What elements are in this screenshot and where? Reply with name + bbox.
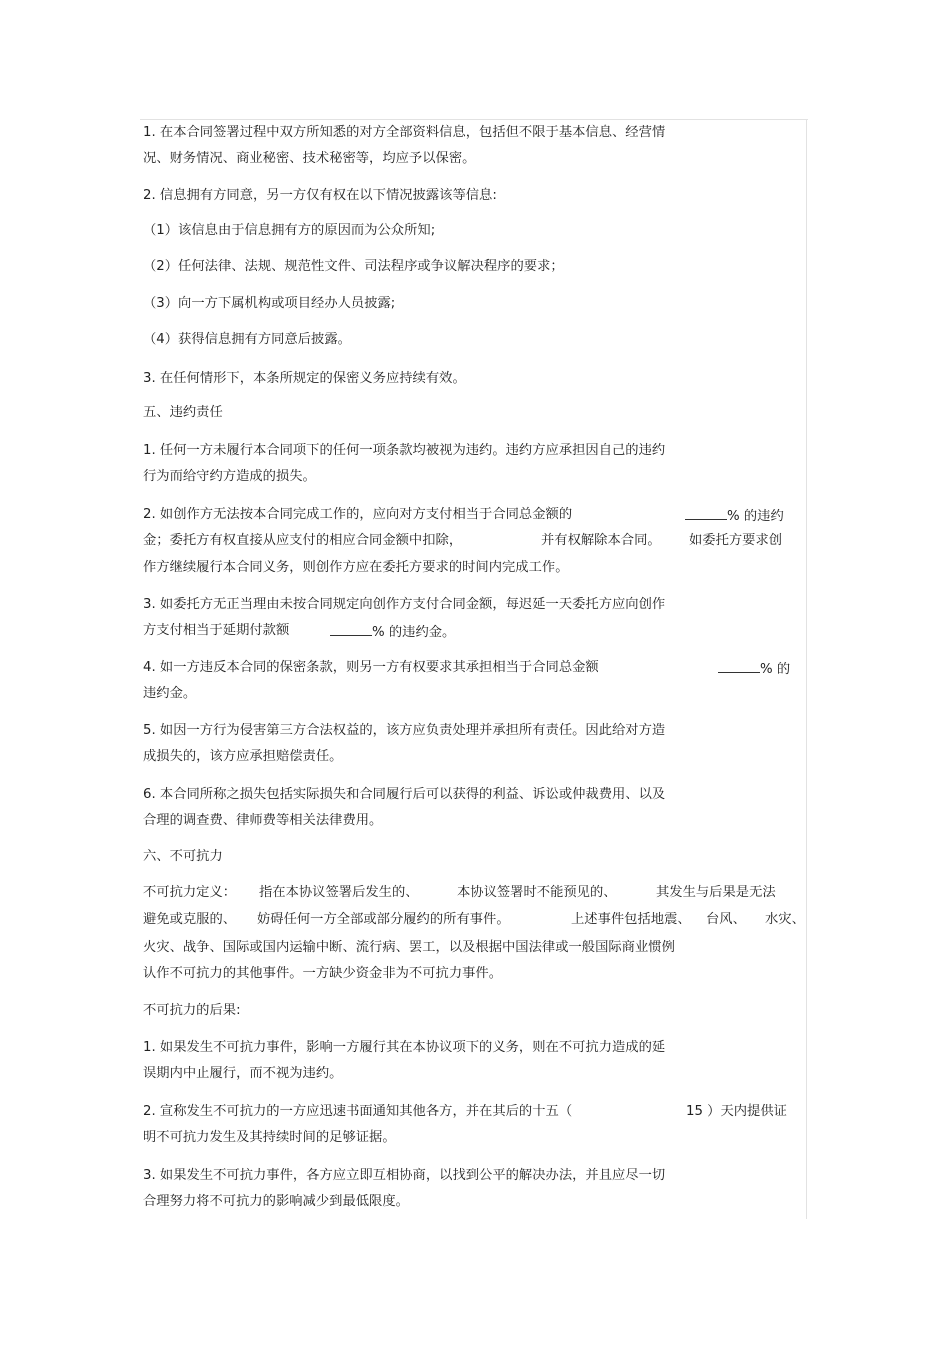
text-fragment: 15 ）天内提供证 bbox=[686, 1104, 787, 1119]
text-line: （4）获得信息拥有方同意后披露。 bbox=[143, 332, 351, 347]
text-line: 行为而给守约方造成的损失。 bbox=[143, 469, 316, 484]
text-line: 不可抗力的后果: bbox=[143, 1003, 241, 1018]
text-line: 合理努力将不可抗力的影响减少到最低限度。 bbox=[143, 1194, 409, 1209]
text-line: 况、财务情况、商业秘密、技术秘密等，均应予以保密。 bbox=[143, 151, 476, 166]
text-fragment: % 的 bbox=[760, 662, 791, 677]
text-fragment: 指在本协议签署后发生的、 bbox=[259, 885, 419, 900]
text-line: 2. 如创作方无法按本合同完成工作的，应向对方支付相当于合同总金额的 bbox=[143, 507, 573, 522]
text-line: 认作不可抗力的其他事件。一方缺少资金非为不可抗力事件。 bbox=[143, 966, 503, 981]
percent-blank-line bbox=[685, 507, 784, 525]
text-line: （3）向一方下属机构或项目经办人员披露; bbox=[143, 296, 396, 311]
text-line: 成损失的，该方应承担赔偿责任。 bbox=[143, 749, 343, 764]
text-line: 金；委托方有权直接从应支付的相应合同金额中扣除， bbox=[143, 533, 463, 548]
fill-blank bbox=[718, 660, 760, 673]
fill-blank bbox=[330, 623, 372, 636]
percent-blank-line bbox=[718, 660, 790, 678]
text-fragment: 并有权解除本合同。 bbox=[541, 533, 661, 548]
text-line: （2）任何法律、法规、规范性文件、司法程序或争议解决程序的要求； bbox=[143, 259, 564, 274]
text-line: 3. 如委托方无正当理由未按合同规定向创作方支付合同金额，每迟延一天委托方应向创作 bbox=[143, 597, 666, 612]
text-line: 明不可抗力发生及其持续时间的足够证据。 bbox=[143, 1130, 396, 1145]
text-line: 2. 信息拥有方同意，另一方仅有权在以下情况披露该等信息: bbox=[143, 188, 497, 203]
text-fragment: 上述事件包括地震、 bbox=[571, 912, 691, 927]
text-line: 1. 在本合同签署过程中双方所知悉的对方全部资料信息，包括但不限于基本信息、经营情 bbox=[143, 125, 666, 140]
percent-blank-line bbox=[330, 623, 455, 641]
text-fragment: 如委托方要求创 bbox=[689, 533, 783, 548]
text-line: 3. 如果发生不可抗力事件，各方应立即互相协商，以找到公平的解决办法，并且应尽一切 bbox=[143, 1168, 666, 1183]
text-line: 6. 本合同所称之损失包括实际损失和合同履行后可以获得的利益、诉讼或仲裁费用、以及 bbox=[143, 787, 666, 802]
text-line: 4. 如一方违反本合同的保密条款，则另一方有权要求其承担相当于合同总金额 bbox=[143, 660, 599, 675]
text-line: 合理的调查费、律师费等相关法律费用。 bbox=[143, 813, 383, 828]
text-line: 3. 在任何情形下，本条所规定的保密义务应持续有效。 bbox=[143, 371, 466, 386]
text-line: 1. 任何一方未履行本合同项下的任何一项条款均被视为违约。违约方应承担因自己的违约 bbox=[143, 443, 666, 458]
text-line: 误期内中止履行，而不视为违约。 bbox=[143, 1066, 343, 1081]
fill-blank bbox=[685, 507, 727, 520]
text-fragment: 本协议签署时不能预见的、 bbox=[457, 885, 617, 900]
text-fragment: % 的违约 bbox=[727, 509, 784, 524]
text-fragment: 水灾、 bbox=[765, 912, 805, 927]
text-fragment: 其发生与后果是无法 bbox=[656, 885, 776, 900]
text-line: 5. 如因一方行为侵害第三方合法权益的，该方应负责处理并承担所有责任。因此给对方造 bbox=[143, 723, 666, 738]
text-line: 违约金。 bbox=[143, 686, 197, 701]
text-line: 2. 宣称发生不可抗力的一方应迅速书面通知其他各方，并在其后的十五（ bbox=[143, 1104, 573, 1119]
text-fragment: 妨碍任何一方全部或部分履约的所有事件。 bbox=[257, 912, 510, 927]
text-line: 火灾、战争、国际或国内运输中断、流行病、罢工，以及根据中国法律或一般国际商业惯例 bbox=[143, 940, 675, 955]
text-line: 作方继续履行本合同义务，则创作方应在委托方要求的时间内完成工作。 bbox=[143, 560, 569, 575]
page-border-top bbox=[140, 119, 808, 120]
text-fragment: 避免或克服的、 bbox=[143, 912, 237, 927]
text-fragment: % 的违约金。 bbox=[372, 625, 456, 640]
text-line: 方支付相当于延期付款额 bbox=[143, 623, 290, 638]
text-line: （1）该信息由于信息拥有方的原因而为公众所知; bbox=[143, 223, 436, 238]
section-heading: 五、违约责任 bbox=[143, 405, 223, 420]
text-fragment: 不可抗力定义： bbox=[143, 885, 237, 900]
page-border-right bbox=[806, 119, 807, 1219]
section-heading: 六、不可抗力 bbox=[143, 849, 223, 864]
text-fragment: 台风、 bbox=[706, 912, 746, 927]
text-line: 1. 如果发生不可抗力事件，影响一方履行其在本协议项下的义务，则在不可抗力造成的延 bbox=[143, 1040, 666, 1055]
